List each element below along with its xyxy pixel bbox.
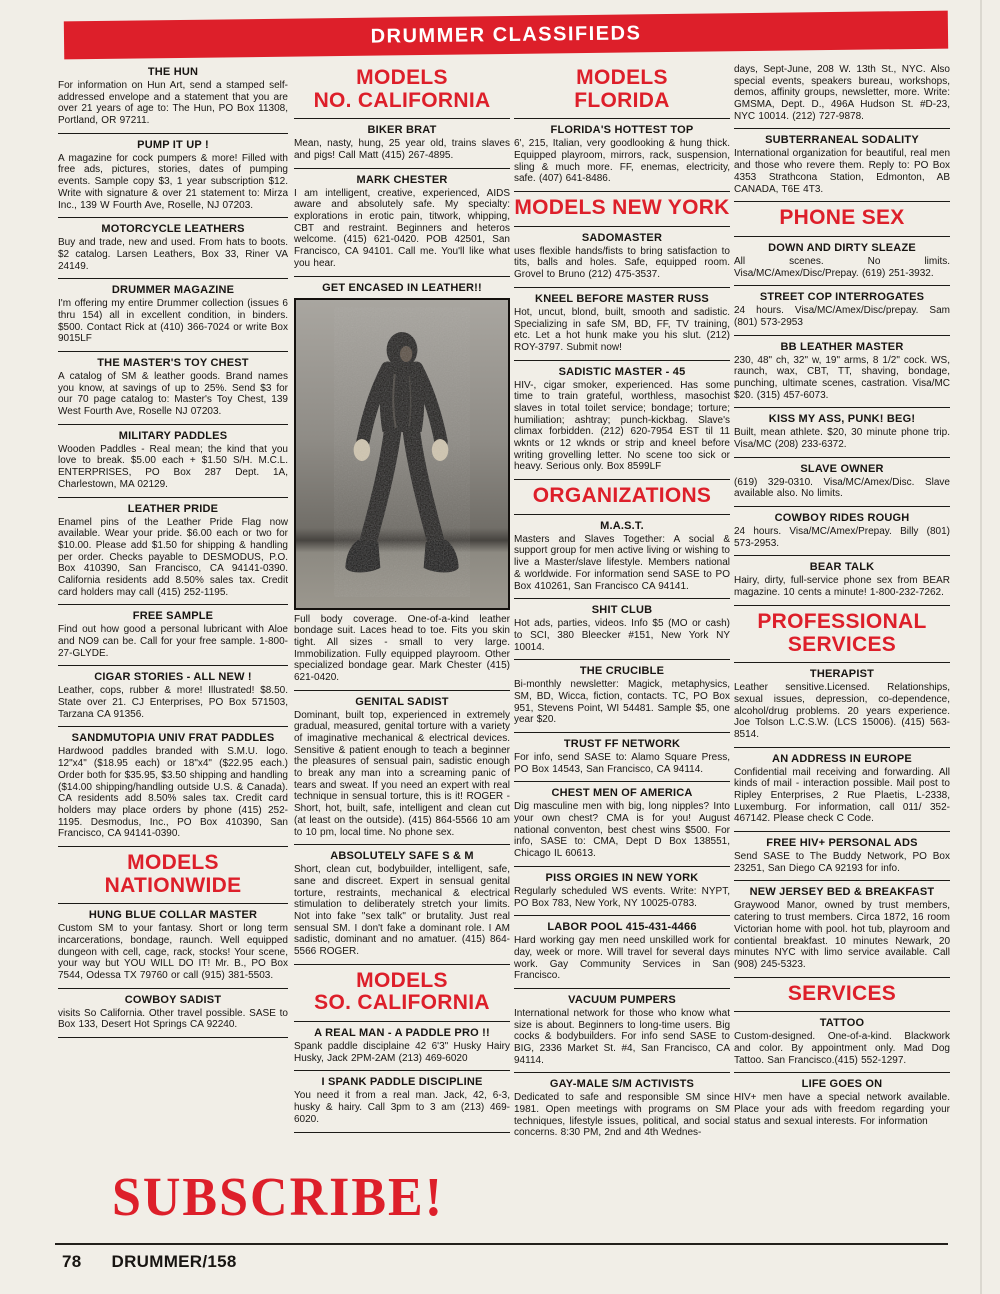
ad-heading: VACUUM PUMPERS [568,993,676,1006]
ad-divider-rule [514,659,730,660]
column-1 [58,64,288,1043]
ad-heading: COWBOY SADIST [124,993,222,1006]
ad-body: Enamel pins of the Leather Pride Flag now available. Wear your pride. $6.00 each or two for $10.00. Please add $1.50 for shipping & handling per order. Checks payable to DESMODUS, P.O. Box 410390, San Francisco, CA 94141-0390. California residents add 8.50% sales tax. Credit card holders may call (415) 252-1195. [58,516,288,598]
banner-title: DRUMMER CLASSIFIEDS [370,21,642,48]
ad-body: Dig masculine men with big, long nipples? Into your own chest? CMA is for you! August national conventon, best chest wins $500. For info, SASE to: CMA, Dept D Box 138551, Chicago IL 60613. [514,801,730,860]
classified-ad [734,242,950,279]
classified-ad [514,994,730,1066]
magazine-issue-title: DRUMMER/158 [111,1252,237,1271]
section-heading [58,852,288,897]
ad-divider-rule [734,201,950,202]
ad-heading: THE CRUCIBLE [579,665,665,678]
ad-body: Dominant, built top, experienced in extremely gradual, measured, genital torture with a variety of imaginative mechanical & electrical devices. Sensitive & patient enough to teach a beginner the pleasures of sensual pain, sadistic enough to break any man into a screaming panic of tears and sweat. If you need an expert with real technique in sensual torture, this is it! ROGER - Short, hot, built, safe, intelligent and clean cut (at least on the outside). (415) 864-5566 10 am to 10 pm, local time. No phone sex. [294,709,510,838]
ad-heading: THE MASTER'S TOY CHEST [97,357,249,369]
section-heading [294,67,510,112]
ad-divider-rule [514,988,730,989]
ad-body: 24 hours. Visa/MC/Amex/Disc/prepay. Sam (801) 573-2953 [734,305,950,328]
ad-body: Regularly scheduled WS events. Write: NYPT, PO Box 783, New York, NY 10025-0783. [514,885,730,909]
ad-body: Custom SM to your fantasy. Short or long term incarcerations, bondage, raunch. Well equipped dungeon with cell, cage, rack, stocks! Your scene, your way but YOU WILL DO IT! Mr. B., PO Box 7544, Odessa TX 79760 or call (915) 381-5503. [58,923,288,982]
ad-divider-rule [734,1072,950,1073]
ad-divider-rule [294,118,510,119]
ad-body: For information on Hun Art, send a stamped self-addressed envelope and a statement that you are over 21 years of age to: The Hun, PO Box 11308, Portland, OR 97211. [58,80,288,127]
classified-ad [734,753,950,825]
section-heading-line: MODELS [127,850,219,874]
section-heading-line: NATIONWIDE [104,873,242,897]
ad-body: Hard working gay men need unskilled work for day, week or more. Will travel for several days work. Gay Community Services in San Francisco. [514,935,730,982]
ad-heading: BIKER BRAT [367,124,437,137]
classified-ad [58,357,288,418]
ad-divider-rule [58,133,288,134]
classified-ad [58,223,288,272]
ad-heading: SHIT CLUB [591,604,653,617]
ad-heading: CHEST MEN OF AMERICA [551,787,693,800]
ad-divider-rule [58,278,288,279]
ad-divider-rule [734,335,950,336]
ad-heading: HUNG BLUE COLLAR MASTER [88,909,258,922]
classified-ad [294,174,510,270]
ad-divider-rule [294,1021,510,1022]
ad-heading: I SPANK PADDLE DISCIPLINE [321,1076,483,1089]
ad-divider-rule [58,1037,288,1038]
ad-heading: ABSOLUTELY SAFE S & M [330,850,474,863]
ad-body: Leather sensitive.Licensed. Relationships, sexual issues, depression, co-dependence, alcohol/drug problems. 20 years experience. Joe Tolson L.C.S.W. (LCS 15006). (415) 563-8514. [734,682,950,740]
ad-divider-rule [58,217,288,218]
ad-body: Mean, nasty, hung, 25 year old, trains slaves and pigs! Call Matt (415) 267-4895. [294,138,510,162]
ad-heading: TATTOO [819,1017,865,1030]
ad-divider-rule [514,226,730,227]
page-footer [62,1252,237,1272]
ad-heading: LABOR POOL 415-431-4466 [547,921,697,934]
ad-body: Hardwood paddles branded with S.M.U. logo. 12"x4" ($18.95 each) or 18"x4" ($22.95 each.) Order both for $35.95, $3.50 shipping and handling ($14.00 shipping/handling outside U.S. & Canada). CA residents add 8.50% sales tax. Credit card holders may place orders by phone (415) 252-1195. Desmodus, Inc., PO Box 410390, San Francisco, CA 94141-0390. [58,746,288,840]
ad-body: You need it from a real man. Jack, 42, 6-3, husky & hairy. Call 3pm to 3 am (213) 469-6020. [294,1090,510,1125]
ad-divider-rule [734,747,950,748]
section-heading [734,611,950,656]
ad-divider-rule [514,915,730,916]
ad-heading: M.A.S.T. [600,519,644,532]
ad-heading: NEW JERSEY BED & BREAKFAST [749,886,935,899]
ad-body: HIV-, cigar smoker, experienced. Has some time to train grateful, worthless, masochist slaves in total toilet service; bondage; torture; humiliation; ashtray; punch-kickbag. Slave's climax forbidden. (212) 620-7954 EST til 11 wknts or 12 wknds or strip and kneel before writing grovelling letter. No scene too sick or heavy. Serious only. Box 8599LF [514,379,730,473]
ad-body: Buy and trade, new and used. From hats to boots. $2 catalog. Larsen Leathers, Box 33, Riner VA 24149. [58,237,288,272]
ad-heading: CIGAR STORIES - ALL NEW ! [94,671,252,684]
section-heading-line: PHONE SEX [779,206,905,230]
classified-ad [58,994,288,1031]
classified-ad [734,341,950,402]
photo-ad [294,282,510,684]
ad-divider-rule [58,903,288,904]
footer-rule [55,1243,948,1245]
ad-heading: KISS MY ASS, PUNK! BEG! [768,413,916,426]
column-2 [294,64,510,1138]
ad-divider-rule [734,457,950,458]
section-heading-line: PROFESSIONAL [757,609,927,633]
ad-divider-rule [294,844,510,845]
page-number: 78 [62,1252,82,1271]
classified-ad [514,872,730,909]
section-heading-line: SO. CALIFORNIA [314,991,490,1015]
leather-suit-photo-image [296,300,508,608]
classified-ad [514,787,730,859]
ad-heading: GET ENCASED IN LEATHER!! [322,281,482,294]
ad-heading: STREET COP INTERROGATES [759,291,925,304]
ad-body: Hot, uncut, blond, built, smooth and sadistic. Specializing in safe SM, BD, FF, TV training, etc. Let a hot hunk make you his slut. (212) ROY-3797. Submit now! [514,306,730,353]
classified-ad [514,738,730,775]
classified-ad [734,886,950,970]
ad-body: Send SASE to The Buddy Network, PO Box 23251, San Diego CA 92193 for info. [734,851,950,874]
ad-divider-rule [58,846,288,847]
ad-body: Short, clean cut, bodybuilder, intelligent, safe, sane and discreet. Expert in sensual genital torture, restraints, mechanical & electrical stimulation to deliberately stretch your limits. Not into fake "sex talk" or brutality. Just real sensual SM. I don't fake a dominant role. I AM sadistic, dominant and no amatuer. (415) 864-5566 ROGER. [294,864,510,958]
ad-divider-rule [294,1132,510,1133]
ad-divider-rule [734,506,950,507]
ad-continuation [734,64,950,122]
classified-ad [734,291,950,328]
ad-divider-rule [734,1011,950,1012]
ad-divider-rule [734,285,950,286]
ad-divider-rule [294,1070,510,1071]
classified-ad [294,124,510,161]
section-heading [734,207,950,230]
classified-ad [734,512,950,549]
ad-heading: MOTORCYCLE LEATHERS [101,223,245,236]
ad-body: 24 hours. Visa/MC/Amex/Prepay. Billy (801) 573-2953. [734,526,950,549]
ad-divider-rule [734,831,950,832]
ad-divider-rule [294,690,510,691]
ad-divider-rule [734,407,950,408]
ad-heading: FLORIDA'S HOTTEST TOP [550,124,694,137]
ad-body: 230, 48" ch, 32" w, 19" arms, 8 1/2" cock. WS, raunch, wax, CBT, TT, shaving, bondage, punching, ultimate scenes, castration. Visa/MC $20. (315) 457-6073. [734,354,950,401]
classified-ad [58,139,288,211]
ad-body: International network for those who know what size is about. Beginners to long-time users. Big cocks & bodybuilders. For info send SASE to BIG, 2336 Market St. #4, San Francisco, CA 94114. [514,1007,730,1066]
ad-heading: GENITAL SADIST [355,695,449,708]
ad-divider-rule [734,880,950,881]
ad-body: Masters and Slaves Together: A social & support group for men active living or wishing to live a Master/slave lifestyle. Members national & worldwide. For information send SASE to PO Box 410261, San Francisco CA 94141. [514,533,730,592]
ad-heading: THE HUN [147,66,199,78]
ad-divider-rule [514,866,730,867]
classified-ad [58,732,288,840]
section-heading-line: ORGANIZATIONS [532,484,712,508]
section-heading-line: FLORIDA [574,88,670,112]
ad-body: Built, mean athlete. $20, 30 minute phone trip. Visa/MC (208) 233-6372. [734,427,950,451]
ad-divider-rule [514,118,730,119]
ad-body: Dedicated to safe and responsible SM since 1981. Open meetings with programs on SM techniques, lifestyle issues, political, and social concerns. 8:30 PM, 2nd and 4th Wednes- [514,1092,730,1139]
ad-heading: SANDMUTOPIA UNIV FRAT PADDLES [71,732,275,745]
classified-ad [58,430,288,491]
classified-ad [294,850,510,958]
ad-divider-rule [514,598,730,599]
ad-divider-rule [734,662,950,663]
ad-divider-rule [514,191,730,192]
ad-heading: SADOMASTER [581,231,663,244]
ad-body: Hairy, dirty, full-service phone sex from BEAR magazine. 10 cents a minute! 1-800-232-7262. [734,575,950,599]
ad-heading: KNEEL BEFORE MASTER RUSS [535,292,709,305]
ad-heading: PISS ORGIES IN NEW YORK [545,871,699,884]
ad-heading: PUMP IT UP ! [137,138,209,151]
ad-body: Leather, cops, rubber & more! Illustrated! $8.50. State over 21. CJ Enterprises, PO Box 571503, Tarzana CA 91356. [58,685,288,720]
classified-ad [734,1017,950,1066]
ad-heading: AN ADDRESS IN EUROPE [772,752,912,765]
ad-body: For info, send SASE to: Alamo Square Press, PO Box 14543, San Francisco, CA 94114. [514,752,730,775]
ad-divider-rule [734,236,950,237]
ad-heading: DOWN AND DIRTY SLEAZE [768,241,916,254]
ad-body: A catalog of SM & leather goods. Brand names you know, at savings of up to 25%. Send $3 for our 70 page catalog to: Master's Toy Chest, 139 West Fourth Ave, Roselle NJ 07203. [58,371,288,418]
ad-divider-rule [734,555,950,556]
ad-body: Find out how good a personal lubricant with Aloe and NO9 can be. Call for your free sample. 1-800-27-GLYDE. [58,624,288,659]
ad-body: uses flexible hands/fists to bring satisfaction to tits, balls and holes. Safe, equipped room. Grovel to Bruno (212) 475-3537. [514,245,730,281]
subscribe-headline: SUBSCRIBE! [111,1167,445,1228]
classified-ad [58,503,288,599]
ad-divider-rule [514,287,730,288]
ad-divider-rule [514,514,730,515]
classified-ad [58,610,288,659]
ad-divider-rule [514,360,730,361]
ad-heading: THERAPIST [809,668,875,681]
classified-ad [514,1078,730,1139]
ad-heading: DRUMMER MAGAZINE [111,284,235,297]
classified-ad [734,463,950,500]
ad-heading: SLAVE OWNER [800,462,884,475]
ad-heading: GAY-MALE S/M ACTIVISTS [549,1078,695,1091]
classified-ad [58,284,288,345]
ad-heading: FREE SAMPLE [132,610,214,623]
ad-heading: SADISTIC MASTER - 45 [558,365,686,378]
classified-ad [294,696,510,839]
classified-ad [58,66,288,127]
classified-ad [734,668,950,740]
column-3 [514,64,730,1139]
ad-heading: BB LEATHER MASTER [780,340,904,353]
ad-heading: COWBOY RIDES ROUGH [774,512,910,525]
section-heading [734,983,950,1006]
ad-body: I'm offering my entire Drummer collection (issues 6 thru 154) all in excellent condition, in binders. $500. Contact Rick at (410) 366-7024 or write Box 9015LF [58,298,288,345]
classified-ad [294,1076,510,1125]
classified-ad [514,665,730,726]
section-heading [514,197,730,220]
ad-body: HIV+ men have a special network available. Place your ads with freedom regarding your status and sexual interests. For information [734,1092,950,1127]
ad-divider-rule [58,351,288,352]
ad-heading: BEAR TALK [809,561,875,574]
ad-divider-rule [58,988,288,989]
ad-body: International organization for beautiful, real men and those who revere them. Reply to: PO Box 4353 Strathcona Station, Edmonton, AB CANADA, T6E 4T3. [734,148,950,195]
photo-caption: Full body coverage. One-of-a-kind leather bondage suit. Laces head to toe. Fits you skin tight. All sizes - small to very large. Immobilization. Fully equipped playroom. Other specialized bondage gear. Mark Chester (415) 621-0420. [294,613,510,683]
classified-ad [734,413,950,450]
ad-heading: MILITARY PADDLES [118,429,228,442]
ad-body: Custom-designed. One-of-a-kind. Blackwork and color. By appointment only. Mad Dog Tattoo. San Francisco.(415) 552-1297. [734,1031,950,1066]
ad-divider-rule [734,128,950,129]
ad-heading: MARK CHESTER [356,173,448,186]
classified-ad [734,837,950,874]
classified-ad [514,366,730,474]
classified-ad [514,124,730,185]
classifieds-banner [64,11,948,60]
ad-body: Hot ads, parties, videos. Info $5 (MO or cash) to SCI, 380 Bleecker #151, New York NY 10014. [514,618,730,653]
classified-ad [58,909,288,981]
ad-body: visits So California. Other travel possible. SASE to Box 133, Desert Hot Springs CA 92240. [58,1007,288,1031]
ad-divider-rule [294,276,510,277]
classified-ad [514,604,730,653]
ad-heading: LEATHER PRIDE [127,502,219,515]
ad-divider-rule [294,168,510,169]
ad-body: Bi-monthly newsletter: Magick, metaphysics, SM, BD, Wicca, fiction, contacts. TC, PO Box 951, Stevens Point, WI 54481. Sample $5, one year $20. [514,679,730,726]
section-heading-line: MODELS NEW YORK [514,196,730,220]
ad-heading: FREE HIV+ PERSONAL ADS [766,837,918,850]
section-heading-line: MODELS [356,66,448,89]
classified-ad [514,921,730,982]
section-heading [294,970,510,1015]
section-heading [514,67,730,112]
ad-divider-rule [514,1072,730,1073]
ad-divider-rule [734,605,950,606]
ad-divider-rule [58,424,288,425]
ad-heading: TRUST FF NETWORK [563,738,681,750]
ad-divider-rule [294,964,510,965]
ad-body: Graywood Manor, owned by trust members, catering to trust members. Circa 1872, 16 room Victorian home with pool. hot tub, playroom and contiental breakfast. 10 minutes Newark, 20 minutes NYC with limo service available. Call (908) 245-5323. [734,900,950,970]
section-heading-line: NO. CALIFORNIA [313,88,491,112]
ad-heading: LIFE GOES ON [801,1078,883,1091]
ad-divider-rule [58,726,288,727]
classified-ad [734,561,950,598]
column-4 [734,64,950,1127]
ad-body: days, Sept-June, 208 W. 13th St., NYC. Also special events, speakers bureau, workshops, demos, affinity groups, newsletter, more. Write: GMSMA, Dept. D., 496A Hudson St. #D-23, NYC 10014. (212) 727-9878. [734,64,950,122]
ad-body: All scenes. No limits. Visa/MC/Amex/Disc/Prepay. (619) 251-3932. [734,255,950,279]
ad-divider-rule [514,479,730,480]
classified-ad [294,1027,510,1064]
classified-ad [734,1078,950,1127]
classified-ad [514,520,730,592]
classified-ad [734,134,950,195]
ad-divider-rule [514,781,730,782]
man-in-full-leather-bondage-suit-photo [294,298,510,610]
ad-divider-rule [58,604,288,605]
ad-divider-rule [734,977,950,978]
ad-body: Spank paddle disciplaine 42 6'3" Husky Hairy Husky, Jack 2PM-2AM (213) 469-6020 [294,1041,510,1064]
classified-ad [514,293,730,354]
ad-divider-rule [58,497,288,498]
ad-heading: A REAL MAN - A PADDLE PRO !! [314,1027,490,1040]
ad-body: Confidential mail receiving and forwarding. All kinds of mail - interaction possible. Mail post to Ripley Enterprises, 2 Rue Plaetis, L-2338, Luxemburg. For information, call 011/ 352-467142. Please check C Code. [734,766,950,825]
ad-body: I am intelligent, creative, experienced, AIDS aware and absolutely safe. My specialty: explorations in erotic pain, titwork, whipping, CBT and restraint. Beginners and heteros welcome. (415) 621-0420. POB 42501, San Francisco, CA 94101. Call me. You'll like what you hear. [294,187,510,269]
classified-ad [58,671,288,720]
section-heading [514,485,730,508]
ad-body: (619) 329-0310. Visa/MC/Amex/Disc. Slave available also. No limits. [734,476,950,500]
ad-body: 6', 215, Italian, very goodlooking & hung thick. Equipped playroom, mirrors, rack, suspension, sling & much more. FF, enemas, electricity, safe. (407) 641-8486. [514,138,730,185]
section-heading-line: SERVICES [787,981,897,1005]
section-heading-line: MODELS [576,66,668,89]
ad-body: A magazine for cock pumpers & more! Filled with free ads, pictures, stories, dates of pumping events. Sample copy $3, 1 year subscription $12. Write with signature & over 21 statement to: Mirza Inc., 139 W Fourth Ave, Roselle, NJ 07203. [58,152,288,211]
classified-ad [514,232,730,281]
ad-body: Wooden Paddles - Real mean; the kind that you love to break. $5.00 each + $1.50 S/H. M.C.L. ENTERPRISES, PO Box 287 Dept. 1A, Charlestown, MA 02129. [58,443,288,490]
section-heading-line: SERVICES [787,632,897,656]
ad-divider-rule [514,732,730,733]
ad-divider-rule [58,665,288,666]
ad-heading: SUBTERRANEAL SODALITY [765,134,919,147]
section-heading-line: MODELS [356,968,448,992]
